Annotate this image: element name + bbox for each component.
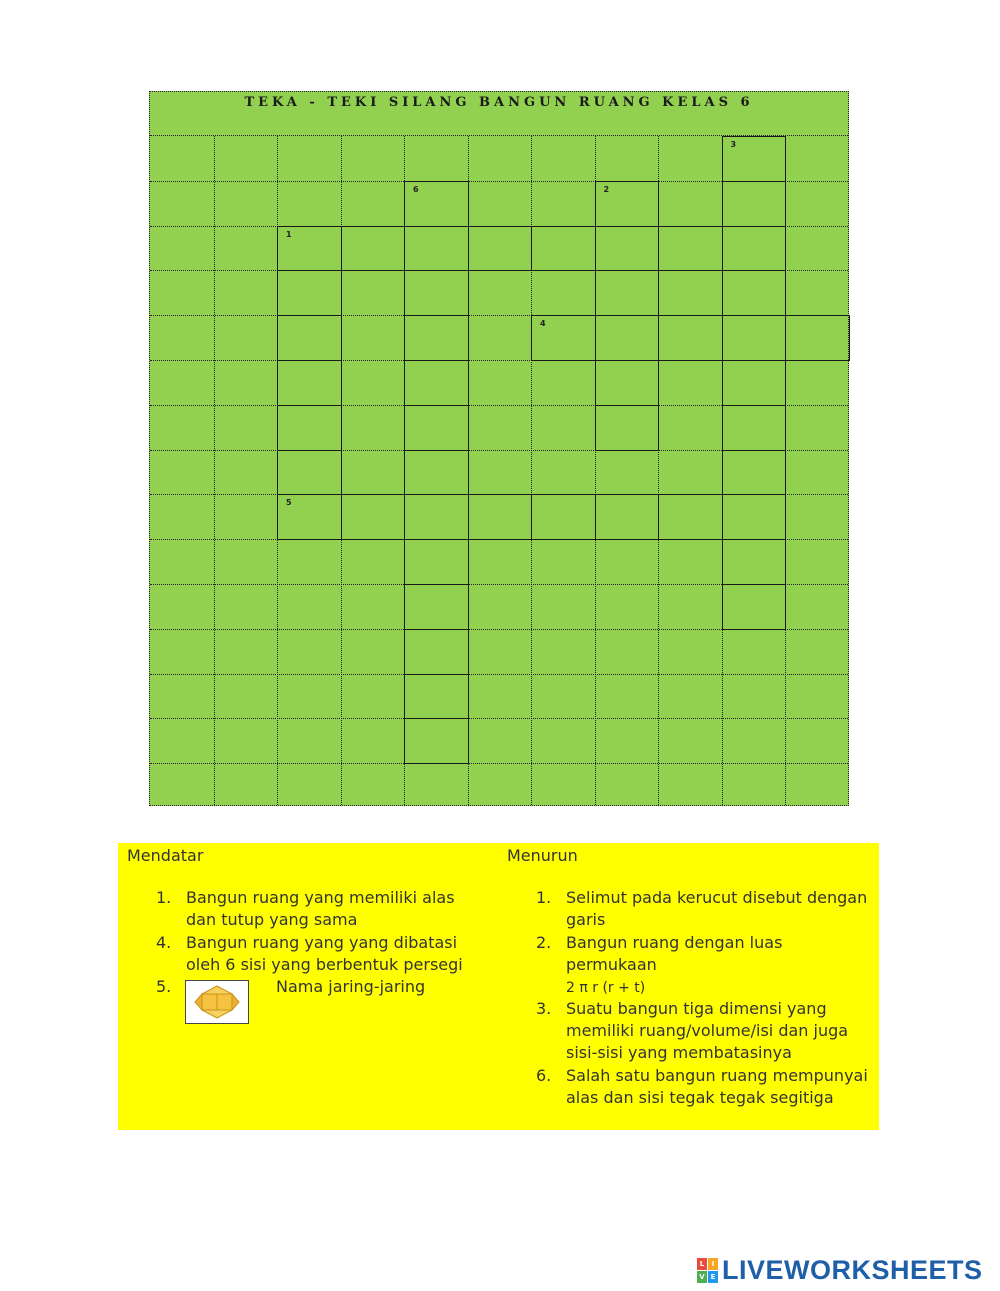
clue-down-3: 3. Suatu bangun tiga dimensi yang memiliki ruang/volume/isi dan juga sisi-sisi yang membatasinya [536,999,849,1062]
answer-cell[interactable] [722,584,787,630]
crossword-title: TEKA - TEKI SILANG BANGUN RUANG KELAS 6 [150,92,848,136]
answer-cell[interactable] [785,315,850,361]
answer-cell[interactable] [658,226,723,272]
answer-cell[interactable] [277,270,342,316]
clue-down-2: 2. Bangun ruang dengan luas permukaan [536,933,783,974]
answer-cell[interactable] [722,539,787,585]
answer-cell[interactable] [404,181,469,227]
clue-down-2-formula: 2 π r (r + t) [566,980,646,996]
grid-line-horizontal [150,674,848,675]
answer-cell[interactable] [404,450,469,496]
clue-down-6: 6. Salah satu bangun ruang mempunyai alas dan sisi tegak tegak segitiga [536,1066,868,1107]
answer-cell[interactable] [531,494,596,540]
down-title: Menurun [507,846,578,865]
answer-cell[interactable] [595,270,660,316]
logo-block: I [708,1258,718,1270]
answer-cell[interactable] [595,405,660,451]
answer-cell[interactable] [404,405,469,451]
grid-line-horizontal [150,763,848,764]
answer-cell[interactable] [595,181,660,227]
answer-cell[interactable] [658,494,723,540]
crossword-panel [149,91,849,806]
answer-cell[interactable] [404,629,469,675]
answer-cell[interactable] [722,494,787,540]
answer-cell[interactable] [277,494,342,540]
liveworksheets-logo [697,1255,983,1285]
clue-number: 5 [286,498,292,508]
clue-number: 6 [413,184,419,194]
grid-line-horizontal [150,718,848,719]
answer-cell[interactable] [404,718,469,764]
clue-number: 4 [540,319,546,329]
answer-cell[interactable] [404,315,469,361]
answer-cell[interactable] [722,181,787,227]
answer-cell[interactable] [722,226,787,272]
answer-cell[interactable] [722,315,787,361]
answer-cell[interactable] [404,226,469,272]
answer-cell[interactable] [404,494,469,540]
answer-cell[interactable] [277,226,342,272]
answer-cell[interactable] [404,674,469,720]
answer-cell[interactable] [595,315,660,361]
answer-cell[interactable] [531,315,596,361]
answer-cell[interactable] [658,315,723,361]
answer-cell[interactable] [341,494,406,540]
answer-cell[interactable] [722,270,787,316]
answer-cell[interactable] [468,226,533,272]
logo-block: E [708,1271,718,1283]
clue-down-1: 1. Selimut pada kerucut disebut dengan garis [536,888,868,929]
logo-block: V [697,1271,707,1283]
logo-block: L [697,1258,707,1270]
answer-cell[interactable] [595,226,660,272]
answer-cell[interactable] [277,360,342,406]
answer-cell[interactable] [722,136,787,182]
answer-cell[interactable] [722,405,787,451]
answer-cell[interactable] [404,584,469,630]
answer-cell[interactable] [277,450,342,496]
clue-number: 1 [286,229,292,239]
prism-net-icon [186,981,248,1023]
clue-number: 3 [730,140,737,149]
clue-across-1: 1. Bangun ruang yang memiliki alas dan tutup yang sama [156,888,455,929]
grid-line-vertical [214,136,215,805]
answer-cell[interactable] [722,450,787,496]
answer-cell[interactable] [722,360,787,406]
answer-cell[interactable] [341,226,406,272]
answer-cell[interactable] [277,405,342,451]
answer-cell[interactable] [404,539,469,585]
answer-cell[interactable] [595,360,660,406]
answer-cell[interactable] [404,360,469,406]
logo-blocks [697,1258,718,1283]
answer-cell[interactable] [468,494,533,540]
logo-text: LIVEWORKSHEETS [722,1254,983,1285]
answer-cell[interactable] [404,270,469,316]
across-title: Mendatar [127,846,204,865]
net-image-box [185,980,249,1024]
answer-cell[interactable] [531,226,596,272]
clue-across-4: 4. Bangun ruang yang yang dibatasi oleh 6 sisi yang berbentuk persegi [156,933,463,974]
clue-number: 2 [603,184,610,194]
answer-cell[interactable] [277,315,342,361]
answer-cell[interactable] [595,494,660,540]
clue-across-5: 5. Nama jaring-jaring [156,977,426,996]
